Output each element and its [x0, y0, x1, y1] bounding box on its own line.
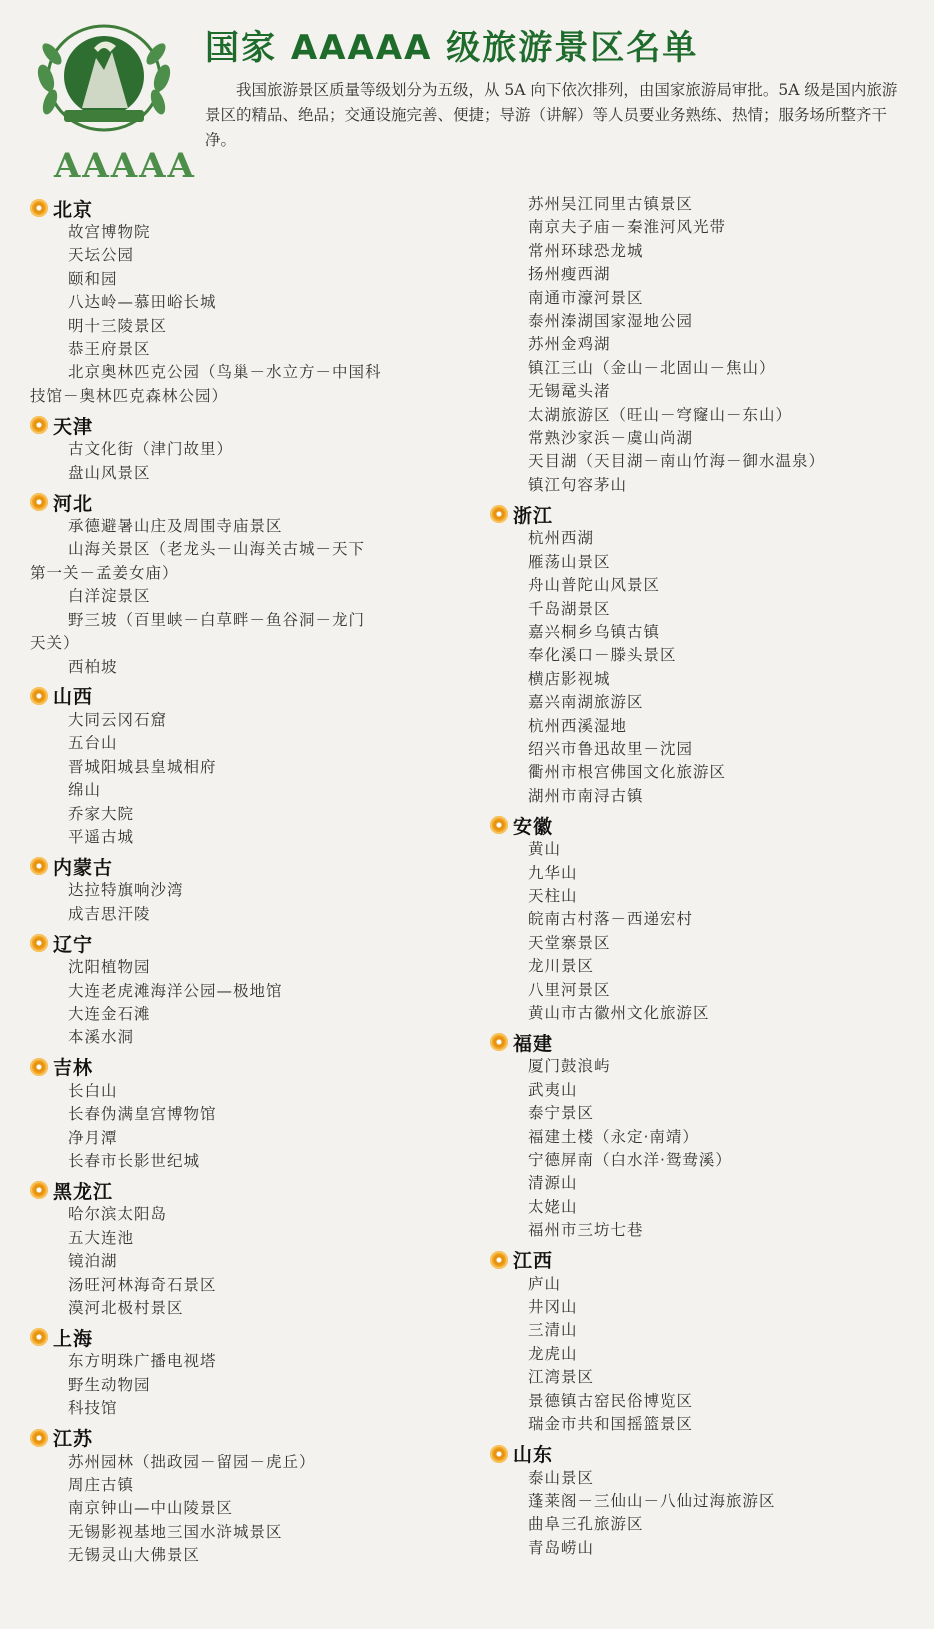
- province-block: [490, 193, 920, 497]
- scenic-spot-item: 湖州市南浔古镇: [528, 786, 644, 805]
- scenic-spot-item: 长白山: [68, 1081, 118, 1100]
- scenic-spot-item: 五台山: [68, 734, 118, 753]
- scenic-spot-item: 无锡鼋头渚: [528, 382, 611, 401]
- scenic-list: [490, 1055, 920, 1242]
- province-name: 江苏: [53, 1428, 94, 1451]
- scenic-spot-item: 太姥山: [528, 1197, 578, 1216]
- province-block: [30, 1054, 470, 1174]
- scenic-spot-item: 技馆－奥林匹克森林公园）: [30, 386, 229, 405]
- scenic-list: [30, 879, 470, 926]
- scenic-spot-item: 西柏坡: [68, 657, 118, 676]
- scenic-spot-item: 南通市濠河景区: [528, 288, 644, 307]
- flower-bullet-icon: [30, 1429, 48, 1447]
- scenic-spot-item: 南京夫子庙－秦淮河风光带: [528, 218, 727, 237]
- scenic-spot-item: 三清山: [528, 1321, 578, 1340]
- scenic-spot-item: 天坛公园: [68, 246, 135, 265]
- flower-bullet-icon: [30, 199, 48, 217]
- flower-bullet-icon: [30, 1058, 48, 1076]
- province-block: [30, 1425, 470, 1568]
- province-name: 黑龙江: [53, 1180, 114, 1203]
- scenic-spot-item: 平遥古城: [68, 827, 135, 846]
- scenic-spot-item: 福州市三坊七巷: [528, 1221, 644, 1240]
- scenic-spot-item: 南京钟山—中山陵景区: [68, 1499, 234, 1518]
- province-heading: [30, 853, 470, 879]
- flower-bullet-icon: [490, 1033, 508, 1051]
- province-block: [30, 1177, 470, 1320]
- province-name: 辽宁: [53, 933, 94, 956]
- scenic-spot-item: 汤旺河林海奇石景区: [68, 1275, 217, 1294]
- scenic-spot-item: 黄山市古徽州文化旅游区: [528, 1004, 710, 1022]
- scenic-spot-item: 东方明珠广播电视塔: [68, 1352, 217, 1371]
- province-heading: [30, 412, 470, 438]
- province-name: 江西: [513, 1250, 554, 1273]
- scenic-spot-item: 苏州吴江同里古镇景区: [528, 195, 694, 213]
- scenic-spot-item: 明十三陵景区: [68, 316, 168, 335]
- flower-bullet-icon: [30, 857, 48, 875]
- province-name: 天津: [53, 415, 94, 438]
- scenic-spot-item: 乔家大院: [68, 804, 135, 823]
- scenic-spot-item: 恭王府景区: [68, 340, 151, 359]
- scenic-spot-item: 杭州西溪湿地: [528, 716, 628, 735]
- flower-bullet-icon: [490, 1251, 508, 1269]
- province-name: 内蒙古: [53, 856, 114, 879]
- province-heading: [30, 1324, 470, 1350]
- scenic-spot-item: 无锡灵山大佛景区: [68, 1546, 201, 1565]
- scenic-spot-item: 皖南古村落－西递宏村: [528, 910, 694, 929]
- scenic-spot-item: 长春市长影世纪城: [68, 1152, 201, 1170]
- flower-bullet-icon: [30, 934, 48, 952]
- scenic-list: [30, 956, 470, 1050]
- province-heading: [490, 501, 920, 527]
- province-name: 浙江: [513, 504, 554, 527]
- scenic-list: [490, 838, 920, 1025]
- flower-bullet-icon: [30, 493, 48, 511]
- province-block: [490, 1441, 920, 1561]
- scenic-spot-item: 曲阜三孔旅游区: [528, 1515, 644, 1534]
- scenic-spot-item: 绵山: [68, 781, 102, 800]
- scenic-spot-item: 漠河北极村景区: [68, 1299, 184, 1318]
- flower-bullet-icon: [490, 816, 508, 834]
- scenic-spot-item: 净月潭: [68, 1128, 118, 1147]
- scenic-spot-item: 横店影视城: [528, 669, 611, 688]
- scenic-spot-item: 野生动物园: [68, 1375, 151, 1394]
- scenic-spot-item: 天柱山: [528, 886, 578, 905]
- scenic-spot-item: 承德避暑山庄及周围寺庙景区: [68, 517, 283, 536]
- province-name: 山西: [53, 686, 94, 709]
- scenic-spot-item: 天关）: [30, 634, 80, 653]
- province-block: [30, 412, 470, 485]
- scenic-spot-item: 武夷山: [528, 1080, 578, 1099]
- flower-bullet-icon: [30, 687, 48, 705]
- scenic-list: [30, 438, 470, 485]
- scenic-spot-item: 奉化溪口－滕头景区: [528, 646, 677, 665]
- scenic-spot-item: 青岛崂山: [528, 1538, 595, 1557]
- scenic-spot-item: 苏州金鸡湖: [528, 335, 611, 354]
- scenic-spot-item: 成吉思汗陵: [68, 904, 151, 923]
- province-name: 山东: [513, 1444, 554, 1466]
- intro-paragraph: 我国旅游景区质量等级划分为五级，从 5A 向下依次排列，由国家旅游局审批。5A 级是国内旅游景区的精品、绝品；交通设施完善、便捷；导游（讲解）等人员要业务熟练、热情；服务场所整齐干净。: [205, 81, 898, 149]
- scenic-spot-item: 天目湖（天目湖－南山竹海－御水温泉）: [528, 452, 826, 471]
- scenic-spot-item: 无锡影视基地三国水浒城景区: [68, 1522, 283, 1541]
- scenic-spot-item: 八达岭—慕田峪长城: [68, 293, 217, 312]
- scenic-spot-item: 晋城阳城县皇城相府: [68, 757, 217, 776]
- province-heading: [30, 1054, 470, 1080]
- province-heading: [30, 1177, 470, 1203]
- scenic-spot-item: 黄山: [528, 840, 562, 859]
- scenic-spot-item: 古文化街（津门故里）: [68, 440, 234, 459]
- province-heading: [490, 812, 920, 838]
- scenic-spot-item: 八里河景区: [528, 980, 611, 999]
- province-block: [30, 683, 470, 849]
- flower-bullet-icon: [30, 1328, 48, 1346]
- scenic-spot-item: 盘山风景区: [68, 463, 151, 482]
- scenic-spot-item: 长春伪满皇宫博物馆: [68, 1105, 217, 1124]
- left-column: [30, 193, 470, 1572]
- province-block: [30, 930, 470, 1050]
- scenic-spot-item: 九华山: [528, 863, 578, 882]
- province-heading: [30, 489, 470, 515]
- flower-bullet-icon: [30, 1181, 48, 1199]
- scenic-spot-item: 泰山景区: [528, 1468, 595, 1487]
- province-heading: [30, 195, 470, 221]
- flower-bullet-icon: [490, 1445, 508, 1463]
- scenic-spot-item: 白洋淀景区: [68, 587, 151, 606]
- scenic-spot-item: 镇江句容茅山: [528, 475, 628, 494]
- province-name: 安徽: [513, 815, 554, 838]
- scenic-spot-item: 周庄古镇: [68, 1476, 135, 1495]
- scenic-spot-item: 嘉兴南湖旅游区: [528, 693, 644, 712]
- scenic-spot-item: 哈尔滨太阳岛: [68, 1205, 168, 1224]
- scenic-spot-item: 科技馆: [68, 1399, 118, 1418]
- scenic-spot-item: 颐和园: [68, 269, 118, 288]
- scenic-list: [30, 1451, 470, 1568]
- scenic-spot-item: 苏州园林（拙政园－留园－虎丘）: [68, 1452, 316, 1471]
- province-name: 河北: [53, 492, 94, 515]
- scenic-spot-item: 故宫博物院: [68, 223, 151, 241]
- flower-bullet-icon: [490, 505, 508, 523]
- province-name: 上海: [53, 1327, 94, 1350]
- scenic-spot-item: 清源山: [528, 1174, 578, 1193]
- scenic-spot-item: 本溪水洞: [68, 1028, 135, 1047]
- scenic-list: [30, 1350, 470, 1420]
- scenic-spot-item: 衢州市根宫佛国文化旅游区: [528, 763, 727, 782]
- scenic-spot-item: 蓬莱阁－三仙山－八仙过海旅游区: [528, 1491, 776, 1510]
- scenic-spot-item: 山海关景区（老龙头－山海关古城－天下: [68, 540, 366, 559]
- province-block: [30, 853, 470, 926]
- province-name: 吉林: [53, 1057, 94, 1080]
- province-block: [30, 195, 470, 408]
- scenic-spot-item: 五大连池: [68, 1228, 135, 1247]
- scenic-spot-item: 太湖旅游区（旺山－穹窿山－东山）: [528, 405, 793, 424]
- scenic-spot-item: 沈阳植物园: [68, 958, 151, 977]
- province-block: [490, 812, 920, 1025]
- province-block: [490, 1029, 920, 1242]
- scenic-spot-item: 北京奥林匹克公园（鸟巢－水立方－中国科: [68, 363, 382, 382]
- flower-bullet-icon: [30, 416, 48, 434]
- scenic-spot-item: 大连老虎滩海洋公园—极地馆: [68, 981, 283, 1000]
- scenic-spot-item: 龙虎山: [528, 1344, 578, 1363]
- scenic-spot-item: 常州环球恐龙城: [528, 241, 644, 260]
- scenic-spot-item: 江湾景区: [528, 1368, 595, 1387]
- province-heading: [490, 1029, 920, 1055]
- scenic-list: [30, 709, 470, 849]
- province-heading: [490, 1247, 920, 1273]
- scenic-spot-item: 镇江三山（金山－北固山－焦山）: [528, 358, 776, 377]
- scenic-spot-item: 野三坡（百里峡－白草畔－鱼谷洞－龙门: [68, 610, 366, 629]
- scenic-spot-item: 泰州溱湖国家湿地公园: [528, 312, 694, 331]
- province-name: 福建: [513, 1032, 554, 1055]
- scenic-list: [490, 1467, 920, 1561]
- right-column: [490, 193, 920, 1564]
- province-heading: [30, 1425, 470, 1451]
- scenic-spot-item: 雁荡山景区: [528, 552, 611, 571]
- province-block: [30, 1324, 470, 1420]
- tourism-logo: [24, 18, 196, 186]
- scenic-spot-item: 绍兴市鲁迅故里－沈园: [528, 739, 694, 758]
- scenic-spot-item: 泰宁景区: [528, 1104, 595, 1123]
- province-name: 北京: [53, 198, 94, 221]
- scenic-list: [30, 1080, 470, 1174]
- scenic-spot-item: 舟山普陀山风景区: [528, 576, 661, 595]
- scenic-spot-item: 景德镇古窑民俗博览区: [528, 1391, 694, 1410]
- scenic-list: [490, 1273, 920, 1437]
- scenic-spot-item: 第一关－孟姜女庙）: [30, 563, 179, 582]
- logo-text: AAAAA: [54, 146, 196, 186]
- logo-emblem-icon: [24, 18, 184, 133]
- scenic-spot-item: 井冈山: [528, 1298, 578, 1317]
- scenic-spot-item: 嘉兴桐乡乌镇古镇: [528, 622, 661, 641]
- scenic-list: [30, 221, 470, 408]
- scenic-spot-item: 千岛湖景区: [528, 599, 611, 618]
- scenic-list: [490, 527, 920, 808]
- scenic-spot-item: 天堂寨景区: [528, 933, 611, 952]
- scenic-spot-item: 庐山: [528, 1274, 562, 1293]
- province-block: [490, 1247, 920, 1437]
- province-heading: [30, 930, 470, 956]
- scenic-spot-item: 大连金石滩: [68, 1004, 151, 1023]
- scenic-spot-item: 福建土楼（永定·南靖）: [528, 1127, 699, 1146]
- scenic-list: [30, 515, 470, 679]
- scenic-spot-item: 镜泊湖: [68, 1252, 118, 1271]
- province-heading: [30, 683, 470, 709]
- scenic-spot-item: 龙川景区: [528, 957, 595, 976]
- province-block: [490, 501, 920, 808]
- scenic-list: [490, 193, 920, 497]
- scenic-spot-item: 达拉特旗响沙湾: [68, 881, 184, 900]
- scenic-list: [30, 1203, 470, 1320]
- scenic-spot-item: 瑞金市共和国摇篮景区: [528, 1415, 694, 1434]
- province-heading: [490, 1441, 920, 1467]
- province-block: [30, 489, 470, 679]
- page-title: 国家 AAAAA 级旅游景区名单: [205, 28, 699, 68]
- scenic-spot-item: 厦门鼓浪屿: [528, 1057, 611, 1076]
- scenic-spot-item: 宁德屏南（白水洋·鸳鸯溪）: [528, 1151, 732, 1170]
- scenic-spot-item: 杭州西湖: [528, 529, 595, 548]
- scenic-spot-item: 大同云冈石窟: [68, 710, 168, 729]
- scenic-spot-item: 常熟沙家浜－虞山尚湖: [528, 429, 694, 448]
- scenic-spot-item: 扬州瘦西湖: [528, 265, 611, 284]
